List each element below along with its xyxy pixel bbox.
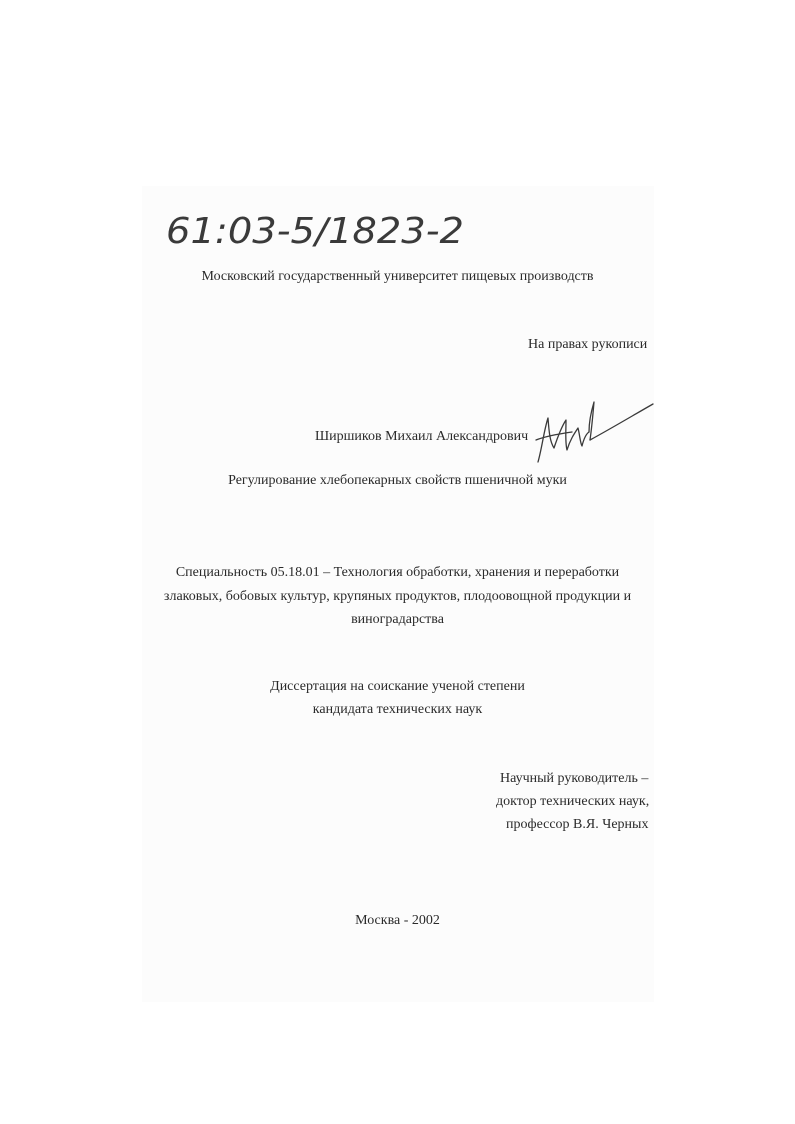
dissertation-title: Регулирование хлебопекарных свойств пшеничной муки — [228, 473, 567, 488]
rights-reserved-note: На правах рукописи — [528, 337, 648, 352]
author-name: Ширшиков Михаил Александрович — [315, 429, 529, 444]
place-and-year: Москва - 2002 — [355, 913, 440, 928]
supervisor-line-1: Научный руководитель – — [500, 771, 649, 786]
handwritten-archive-code — [164, 203, 474, 253]
author-signature — [532, 398, 657, 470]
degree-line-2: кандидата технических наук — [312, 702, 483, 717]
specialty-line-1: Специальность 05.18.01 – Технология обработки, хранения и переработки — [175, 565, 620, 580]
specialty-line-2: злаковых, бобовых культур, крупяных продуктов, плодоовощной продукции и — [163, 589, 632, 604]
degree-line-1: Диссертация на соискание ученой степени — [270, 679, 525, 694]
supervisor-line-3: профессор В.Я. Черных — [506, 817, 649, 832]
university-name: Московский государственный университет пищевых производств — [201, 269, 594, 284]
supervisor-line-2: доктор технических наук, — [496, 794, 650, 809]
specialty-line-3: виноградарства — [351, 612, 444, 627]
archive-code-text: 61:03-5/1823-2 — [166, 211, 464, 252]
